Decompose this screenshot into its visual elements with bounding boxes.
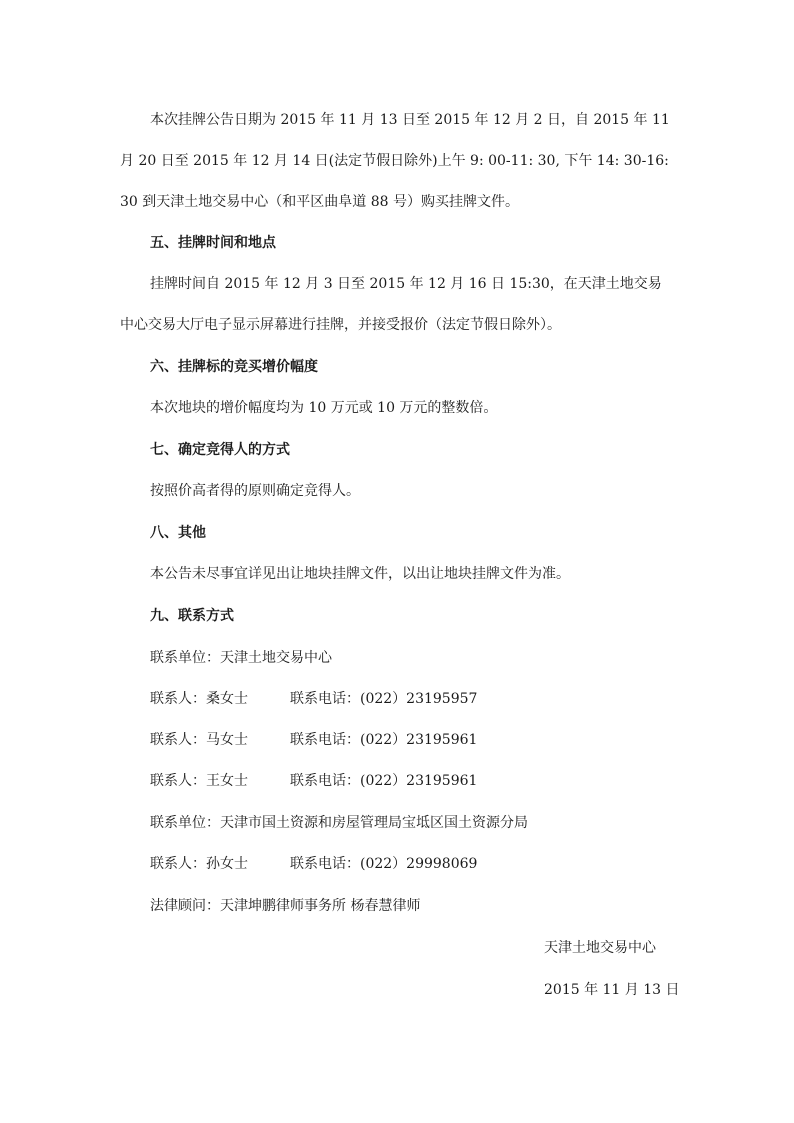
signature-org: 天津土地交易中心 [544,940,656,956]
notice-period-line-3: 30 到天津土地交易中心（和平区曲阜道 88 号）购买挂牌文件。 [120,194,519,210]
contact-phone: 联系电话：(022）23195961 [290,773,478,789]
section-9-heading: 九、联系方式 [150,608,234,624]
section-5-line-2: 中心交易大厅电子显示屏幕进行挂牌，并接受报价（法定节假日除外）。 [120,317,561,333]
section-6-heading: 六、挂牌标的竞买增价幅度 [150,359,318,375]
notice-period-line-2: 月 20 日至 2015 年 12 月 14 日(法定节假日除外)上午 9: 00-11: 30, 下午 14: 30-16: [120,153,669,169]
contact-unit-1: 联系单位：天津土地交易中心 [150,650,332,666]
section-5-heading: 五、挂牌时间和地点 [150,235,276,251]
contact-person: 联系人：马女士 [150,732,248,748]
section-8-line-1: 本公告未尽事宜详见出让地块挂牌文件，以出让地块挂牌文件为准。 [150,566,570,582]
signature-date: 2015 年 11 月 13 日 [544,982,680,998]
section-7-heading: 七、确定竞得人的方式 [150,442,290,458]
contact-phone: 联系电话：(022）29998069 [290,856,478,872]
section-8-heading: 八、其他 [150,525,206,541]
notice-period-line-1: 本次挂牌公告日期为 2015 年 11 月 13 日至 2015 年 12 月 2 日，自 2015 年 11 [150,112,670,128]
section-5-line-1: 挂牌时间自 2015 年 12 月 3 日至 2015 年 12 月 16 日 15:30，在天津土地交易 [150,276,662,292]
legal-advisor: 法律顾问：天津坤鹏律师事务所 杨春慧律师 [150,898,421,914]
contact-person: 联系人：桑女士 [150,691,248,707]
contact-unit-2: 联系单位：天津市国土资源和房屋管理局宝坻区国土资源分局 [150,815,528,831]
section-6-line-1: 本次地块的增价幅度均为 10 万元或 10 万元的整数倍。 [150,400,498,416]
contact-person: 联系人：孙女士 [150,856,248,872]
section-7-line-1: 按照价高者得的原则确定竞得人。 [150,483,360,499]
contact-phone: 联系电话：(022）23195957 [290,691,478,707]
contact-person: 联系人：王女士 [150,773,248,789]
contact-phone: 联系电话：(022）23195961 [290,732,478,748]
